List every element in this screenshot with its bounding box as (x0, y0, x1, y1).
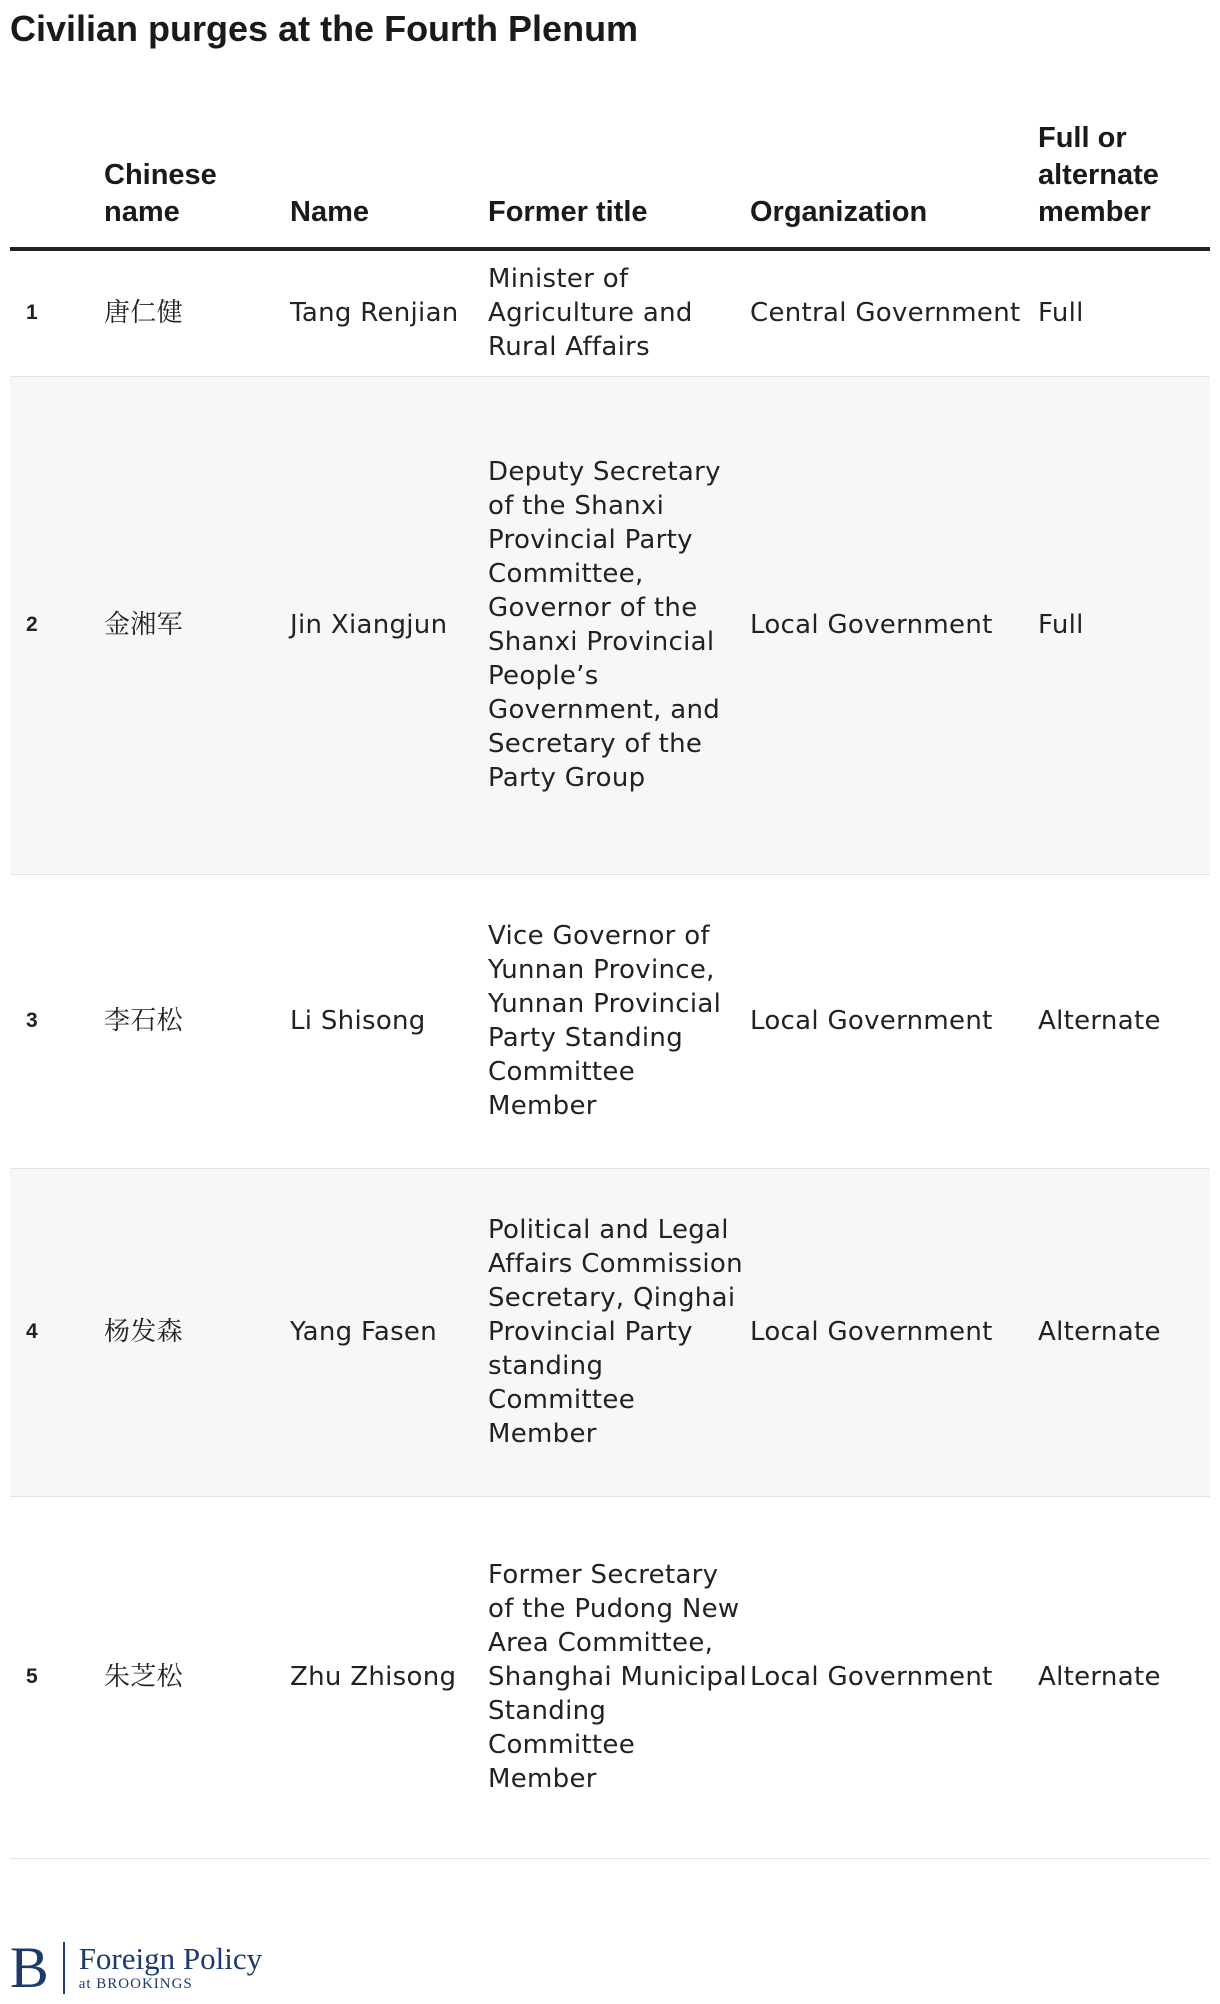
row-membership: Alternate (1038, 1168, 1210, 1496)
header-name: Name (290, 120, 488, 249)
row-index: 5 (10, 1496, 104, 1858)
row-name: Yang Fasen (290, 1168, 488, 1496)
row-index: 3 (10, 874, 104, 1168)
page-title: Civilian purges at the Fourth Plenum (10, 8, 639, 49)
row-former-title: Deputy Secretary of the Shanxi Provincial Party Committee, Governor of the Shanxi Provincial People’s Government, and Secretary of the Party Group (488, 376, 750, 874)
row-name: Jin Xiangjun (290, 376, 488, 874)
row-index: 1 (10, 249, 104, 376)
row-name: Zhu Zhisong (290, 1496, 488, 1858)
row-organization: Local Government (750, 376, 1038, 874)
header-membership: Full or alternate member (1038, 120, 1210, 249)
row-organization: Central Government (750, 249, 1038, 376)
logo-text (65, 1943, 262, 1993)
row-former-title: Vice Governor of Yunnan Province, Yunnan Provincial Party Standing Committee Member (488, 874, 750, 1168)
row-chinese-name: 朱芝松 (104, 1496, 290, 1858)
table-row (10, 1496, 1210, 1858)
row-former-title: Minister of Agriculture and Rural Affairs (488, 249, 750, 376)
table-row (10, 249, 1210, 376)
row-index: 4 (10, 1168, 104, 1496)
row-chinese-name: 唐仁健 (104, 249, 290, 376)
table-header-row (10, 120, 1210, 249)
header-former-title: Former title (488, 120, 750, 249)
table-row (10, 1168, 1210, 1496)
table-row (10, 874, 1210, 1168)
row-former-title: Political and Legal Affairs Commission Secretary, Qinghai Provincial Party standing Committee Member (488, 1168, 750, 1496)
row-index: 2 (10, 376, 104, 874)
row-membership: Alternate (1038, 1496, 1210, 1858)
logo-letter: B (10, 1942, 65, 1994)
row-membership: Full (1038, 249, 1210, 376)
row-chinese-name: 李石松 (104, 874, 290, 1168)
row-name: Li Shisong (290, 874, 488, 1168)
row-organization: Local Government (750, 1496, 1038, 1858)
row-membership: Full (1038, 376, 1210, 874)
header-chinese-name: Chinese name (104, 120, 290, 249)
row-chinese-name: 金湘军 (104, 376, 290, 874)
row-former-title: Former Secretary of the Pudong New Area Committee, Shanghai Municipal Standing Committee Member (488, 1496, 750, 1858)
row-membership: Alternate (1038, 874, 1210, 1168)
header-index (10, 120, 104, 249)
brookings-logo (10, 1935, 263, 2000)
logo-sub: at BROOKINGS (78, 1976, 193, 1992)
table-row (10, 376, 1210, 874)
row-chinese-name: 杨发森 (104, 1168, 290, 1496)
row-organization: Local Government (750, 1168, 1038, 1496)
row-name: Tang Renjian (290, 249, 488, 376)
purges-table (10, 120, 1210, 1859)
logo-name: Foreign Policy (78, 1941, 263, 1976)
row-organization: Local Government (750, 874, 1038, 1168)
header-organization: Organization (750, 120, 1038, 249)
